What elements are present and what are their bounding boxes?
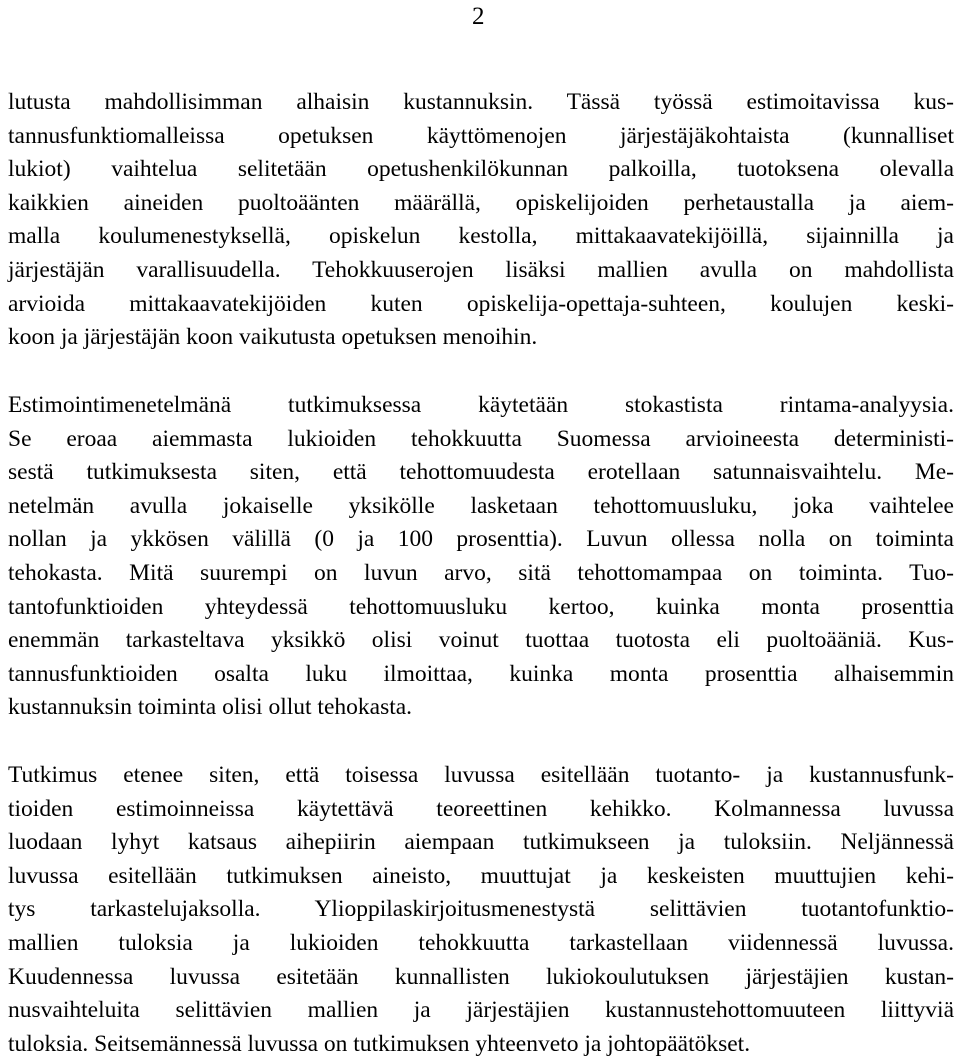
text-line: nollan ja ykkösen välillä (0 ja 100 prosenttia). Luvun ollessa nolla on toiminta bbox=[8, 526, 954, 553]
text-line: Se eroaa aiemmasta lukioiden tehokkuutta Suomessa arvioineesta deterministi- bbox=[8, 425, 954, 452]
text-line: luvussa esitellään tutkimuksen aineisto, muuttujat ja keskeisten muuttujien kehi- bbox=[8, 862, 954, 889]
text-line: järjestäjän varallisuudella. Tehokkuuserojen lisäksi mallien avulla on mahdollista bbox=[8, 256, 954, 283]
paragraph-3 bbox=[8, 759, 954, 1061]
paragraph-1 bbox=[8, 86, 954, 355]
text-line: kustannuksin toiminta olisi ollut tehokasta. bbox=[8, 694, 413, 721]
text-line: netelmän avulla jokaiselle yksikölle lasketaan tehottomuusluku, joka vaihtelee bbox=[8, 492, 954, 519]
paragraph-2 bbox=[8, 389, 954, 725]
text-line: malla koulumenestyksellä, opiskelun kestolla, mittakaavatekijöillä, sijainnilla ja bbox=[8, 223, 954, 250]
text-line: koon ja järjestäjän koon vaikutusta opetuksen menoihin. bbox=[8, 324, 538, 351]
text-line: tys tarkastelujaksolla. Ylioppilaskirjoitusmenestystä selittävien tuotantofunktio- bbox=[8, 896, 954, 923]
text-line: sestä tutkimuksesta siten, että tehottomuudesta erotellaan satunnaisvaihtelu. Me- bbox=[8, 459, 954, 486]
text-line: lutusta mahdollisimman alhaisin kustannuksin. Tässä työssä estimoitavissa kus- bbox=[8, 89, 954, 115]
text-line: nusvaihteluita selittävien mallien ja järjestäjien kustannustehottomuuteen liittyviä bbox=[8, 997, 954, 1024]
text-line: Tutkimus etenee siten, että toisessa luvussa esitellään tuotanto- ja kustannusfunk- bbox=[8, 762, 954, 788]
page-number: 2 bbox=[472, 3, 485, 30]
text-line: lukiot) vaihtelua selitetään opetushenkilökunnan palkoilla, tuotoksena olevalla bbox=[8, 156, 954, 183]
text-line: luodaan lyhyt katsaus aihepiirin aiempaan tutkimukseen ja tuloksiin. Neljännessä bbox=[8, 829, 954, 856]
text-line: mallien tuloksia ja lukioiden tehokkuutta tarkastellaan viidennessä luvussa. bbox=[8, 929, 954, 956]
text-line: tuloksia. Seitsemännessä luvussa on tutkimuksen yhteenveto ja johtopäätökset. bbox=[8, 1030, 751, 1057]
text-line: tannusfunktiomalleissa opetuksen käyttömenojen järjestäjäkohtaista (kunnalliset bbox=[8, 122, 954, 149]
text-line: tioiden estimoinneissa käytettävä teoreettinen kehikko. Kolmannessa luvussa bbox=[8, 795, 954, 822]
text-line: tantofunktioiden yhteydessä tehottomuusluku kertoo, kuinka monta prosenttia bbox=[8, 593, 954, 620]
text-line: kaikkien aineiden puoltoäänten määrällä, opiskelijoiden perhetaustalla ja aiem- bbox=[8, 189, 954, 216]
text-line: Estimointimenetelmänä tutkimuksessa käytetään stokastista rintama-analyysia. bbox=[8, 392, 954, 418]
text-line: Kuudennessa luvussa esitetään kunnallisten lukiokoulutuksen järjestäjien kustan- bbox=[8, 963, 954, 990]
text-line: tannusfunktioiden osalta luku ilmoittaa, kuinka monta prosenttia alhaisemmin bbox=[8, 660, 954, 687]
text-line: enemmän tarkasteltava yksikkö olisi voinut tuottaa tuotosta eli puoltoääniä. Kus- bbox=[8, 627, 954, 654]
text-line: arvioida mittakaavatekijöiden kuten opiskelija-opettaja-suhteen, koulujen keski- bbox=[8, 290, 954, 317]
text-line: tehokasta. Mitä suurempi on luvun arvo, sitä tehottomampaa on toiminta. Tuo- bbox=[8, 559, 954, 586]
